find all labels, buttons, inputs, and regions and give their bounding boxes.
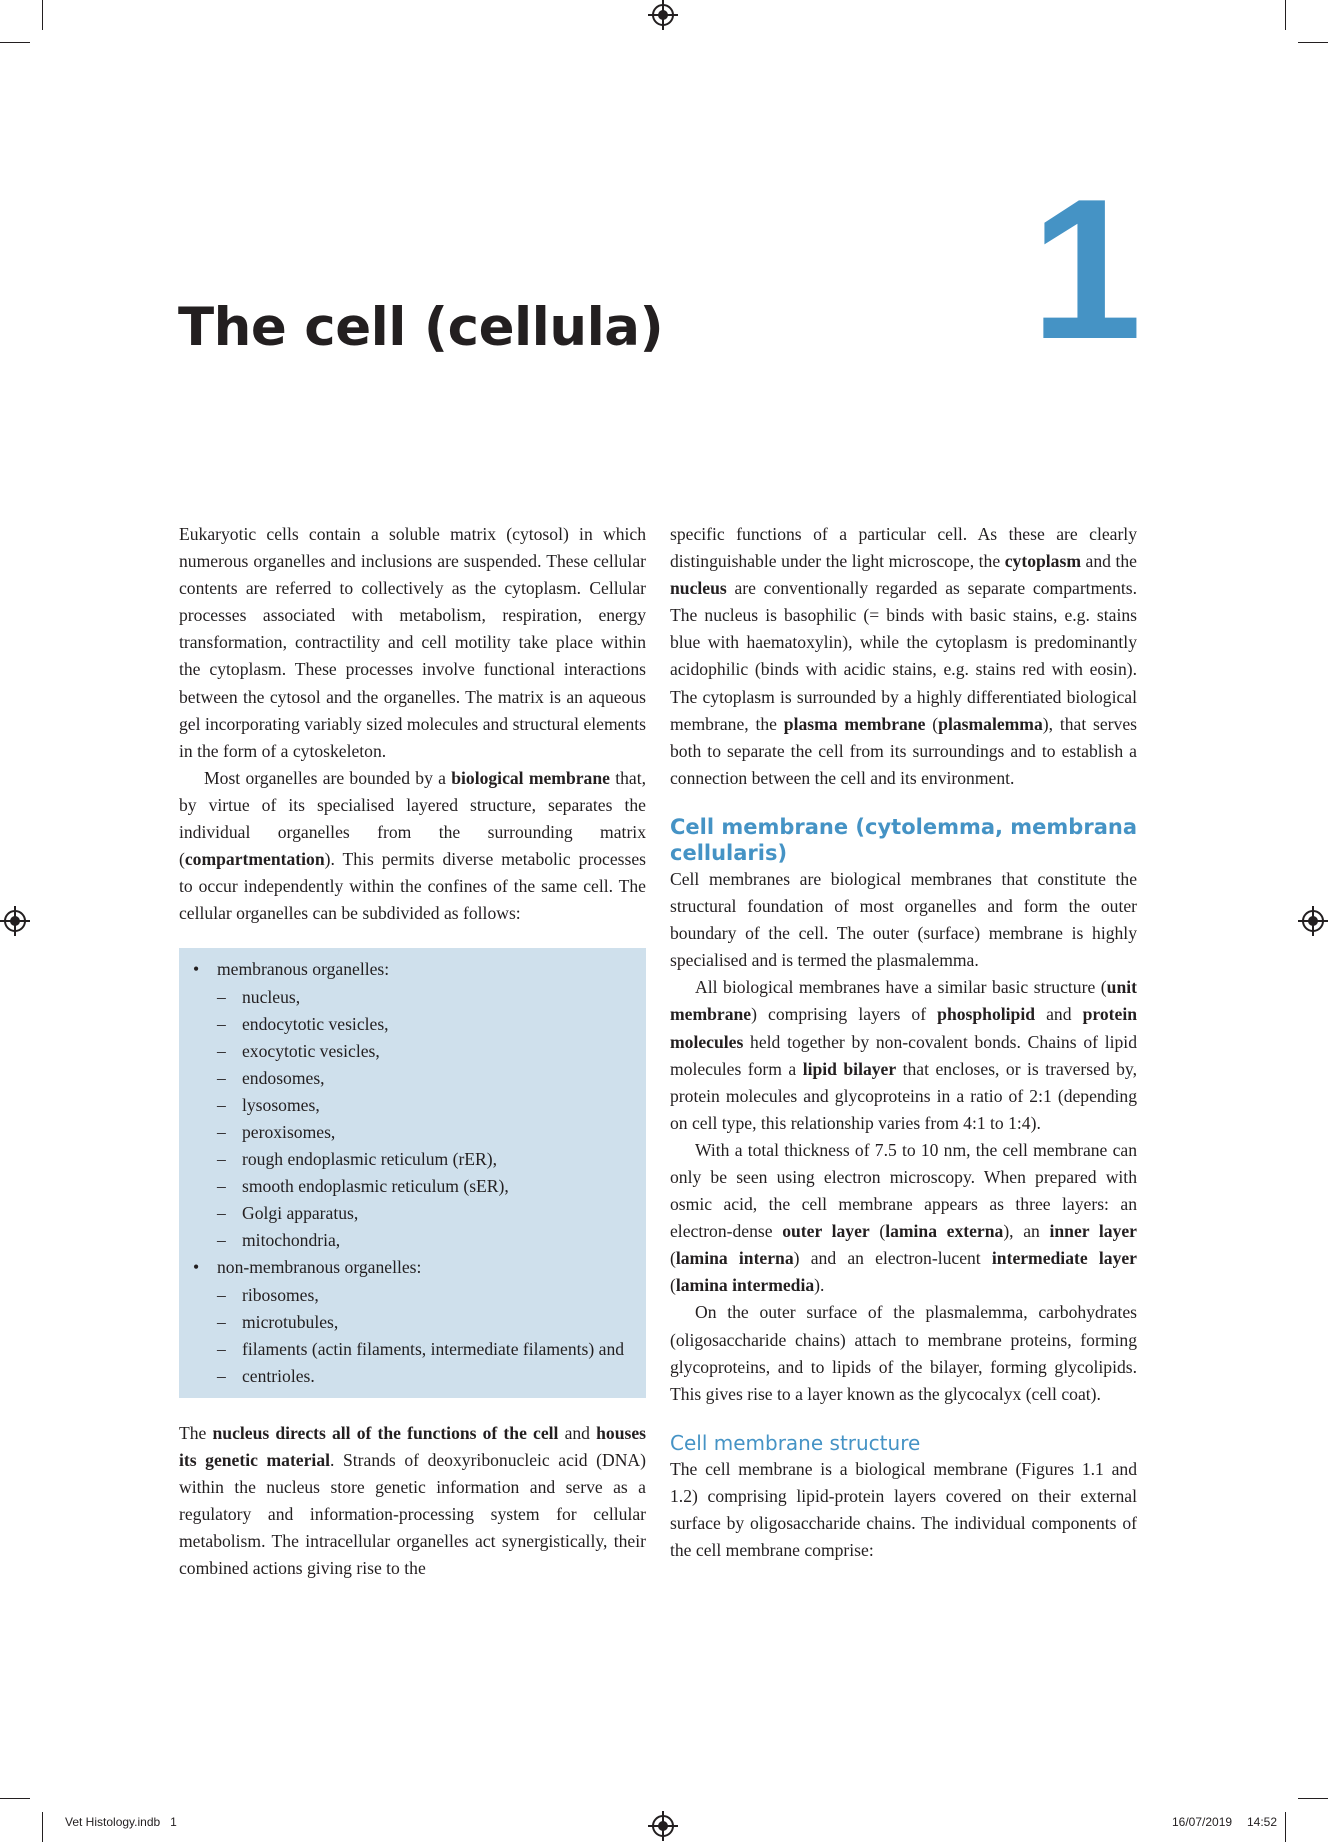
organelle-list	[193, 956, 634, 1390]
bold-term: plasmalemma	[938, 713, 1043, 734]
bold-term: cytoplasm	[1004, 551, 1081, 572]
dash-icon: –	[217, 1149, 226, 1170]
paragraph: All biological membranes have a similar basic structure (unit membrane) comprising layers of phospholipid and protein molecules held together by non-covalent bonds. Chains of lipid molecules form a lipid bilayer that encloses, or is traversed by, protein molecules and glycoproteins in a ratio of 2:1 (depending on cell type, this relationship varies from 4:1 to 1:4).	[670, 977, 1138, 1133]
list-item-label: smooth endoplasmic reticulum (sER),	[242, 1176, 509, 1197]
footer-date: 16/07/2019	[1172, 1815, 1233, 1829]
list-item-label: nucleus,	[242, 986, 301, 1007]
list-item-label: ribosomes,	[242, 1284, 319, 1305]
dash-icon: –	[217, 1311, 226, 1332]
list-item	[193, 1336, 634, 1363]
list-item	[193, 1065, 634, 1092]
bold-term: lamina externa	[885, 1221, 1004, 1242]
bold-term: nucleus directs all of the functions of the cell	[212, 1422, 559, 1443]
list-item-label: microtubules,	[242, 1311, 339, 1332]
list-item	[193, 1011, 634, 1038]
dash-icon: –	[217, 1338, 226, 1359]
list-item-label: exocytotic vesicles,	[242, 1040, 380, 1061]
list-item-label: endocytotic vesicles,	[242, 1013, 389, 1034]
bold-term: plasma membrane	[783, 713, 926, 734]
list-item	[193, 1363, 634, 1390]
list-group	[193, 1254, 634, 1389]
paragraph: The nucleus directs all of the functions of the cell and houses its genetic material. Strands of deoxyribonucleic acid (DNA) within the nucleus store genetic information and serve as a regulatory and information-processing system for cellular metabolism. The intracellular organelles act synergistically, their combined actions giving rise to the	[179, 1422, 646, 1579]
bold-term: biological membrane	[451, 767, 610, 788]
dash-icon: –	[217, 1040, 226, 1061]
subsection-heading: Cell membrane structure	[670, 1430, 921, 1455]
dash-icon: –	[217, 1094, 226, 1115]
bold-term: phospholipid	[937, 1004, 1035, 1025]
list-group-label: membranous organelles:	[217, 959, 390, 980]
dash-icon: –	[217, 1284, 226, 1305]
chapter-number: 1	[1030, 158, 1142, 381]
dash-icon: –	[217, 1365, 226, 1386]
crop-mark	[1298, 1798, 1328, 1799]
bullet-icon: •	[193, 1257, 200, 1278]
registration-mark-icon	[1302, 910, 1324, 932]
list-item-label: lysosomes,	[242, 1094, 320, 1115]
right-column	[670, 521, 1137, 1564]
bullet-icon: •	[193, 959, 200, 980]
list-group-label: non-membranous organelles:	[217, 1257, 422, 1278]
section-heading: Cell membrane (cytolemma, membrana cellularis)	[670, 814, 1137, 865]
bold-term: unit membrane	[670, 977, 1137, 1025]
bold-term: protein molecules	[670, 1004, 1138, 1052]
dash-icon: –	[217, 1067, 226, 1088]
organelle-list-box	[179, 948, 646, 1398]
list-item	[193, 1119, 634, 1146]
crop-mark	[42, 1812, 43, 1842]
list-item	[193, 1092, 634, 1119]
list-item	[193, 1200, 634, 1227]
dash-icon: –	[217, 1203, 226, 1224]
bold-term: lipid bilayer	[802, 1058, 897, 1079]
paragraph: Cell membranes are biological membranes that constitute the structural foundation of most organelles and form the outer boundary of the cell. The outer (surface) membrane is highly specialised and is termed the plasmalemma.	[670, 868, 1137, 971]
left-column	[179, 521, 646, 1582]
list-item	[193, 1282, 634, 1309]
list-item	[193, 1173, 634, 1200]
paragraph: Most organelles are bounded by a biological membrane that, by virtue of its specialised layered structure, separates the individual organelles from the surrounding matrix (compartmentation). This permits diverse metabolic processes to occur independently within the confines of the same cell. The cellular organelles can be subdivided as follows:	[179, 767, 646, 924]
list-item	[193, 1227, 634, 1254]
bold-term: nucleus	[670, 578, 727, 599]
list-item-label: centrioles.	[242, 1365, 315, 1386]
registration-mark-icon	[652, 1815, 674, 1837]
dash-icon: –	[217, 1121, 226, 1142]
crop-mark	[42, 0, 43, 30]
chapter-title: The cell (cellula)	[178, 297, 664, 358]
list-item-label: peroxisomes,	[242, 1121, 336, 1142]
paragraph: specific functions of a particular cell. As these are clearly distinguishable under the light microscope, the cytoplasm and the nucleus are conventionally regarded as separate compartments. The nucleus is basophilic (= binds with basic stains, e.g. stains blue with haematoxylin), while the cytoplasm is predominantly acidophilic (binds with acidic stains, e.g. stains red with eosin). The cytoplasm is surrounded by a highly differentiated biological membrane, the plasma membrane (plasmalemma), that serves both to separate the cell from its surroundings and to establish a connection between the cell and its environment.	[670, 524, 1137, 788]
paragraph: Eukaryotic cells contain a soluble matrix (cytosol) in which numerous organelles and inclusions are suspended. These cellular contents are referred to collectively as the cytoplasm. Cellular processes associated with metabolism, respiration, energy transformation, contractility and cell motility take place within the cytoplasm. These processes involve functional interactions between the cytosol and the organelles. The matrix is an aqueous gel incorporating variably sized molecules and structural elements in the form of a cytoskeleton.	[179, 524, 646, 761]
paragraph: On the outer surface of the plasmalemma, carbohydrates (oligosaccharide chains) attach to membrane proteins, forming glycoproteins, and to lipids of the bilayer, forming glycolipids. This gives rise to a layer known as the glycocalyx (cell coat).	[670, 1302, 1137, 1404]
crop-mark	[1285, 1812, 1286, 1842]
bold-term: houses its genetic material	[179, 1422, 646, 1470]
registration-mark-icon	[652, 4, 674, 26]
list-item-label: filaments (actin filaments, intermediate filaments) and	[242, 1338, 625, 1359]
list-item	[193, 1038, 634, 1065]
bold-term: compartmentation	[184, 849, 325, 870]
list-item-label: Golgi apparatus,	[242, 1203, 359, 1224]
bold-term: lamina intermedia	[675, 1275, 815, 1296]
bold-term: lamina interna	[675, 1248, 794, 1269]
list-item	[193, 984, 634, 1011]
bold-term: outer layer	[782, 1221, 870, 1242]
crop-mark	[1285, 0, 1286, 30]
bold-term: intermediate layer	[991, 1248, 1137, 1269]
list-item-label: endosomes,	[242, 1067, 325, 1088]
bold-term: inner layer	[1049, 1221, 1137, 1242]
paragraph: The cell membrane is a biological membrane (Figures 1.1 and 1.2) comprising lipid-protein layers covered on their external surface by oligosaccharide chains. The individual components of the cell membrane comprise:	[670, 1458, 1137, 1561]
list-item-label: mitochondria,	[242, 1230, 341, 1251]
list-item	[193, 1146, 634, 1173]
list-item	[193, 1309, 634, 1336]
list-item-label: rough endoplasmic reticulum (rER),	[242, 1149, 498, 1170]
registration-mark-icon	[4, 910, 26, 932]
crop-mark	[0, 1798, 30, 1799]
dash-icon: –	[217, 1176, 226, 1197]
dash-icon: –	[217, 1230, 226, 1251]
crop-mark	[1298, 42, 1328, 43]
crop-mark	[0, 42, 30, 43]
paragraph: With a total thickness of 7.5 to 10 nm, the cell membrane can only be seen using electron microscopy. When prepared with osmic acid, the cell membrane appears as three layers: an electron-dense outer layer (lamina externa), an inner layer (lamina interna) and an electron-lucent intermediate layer (lamina intermedia).	[670, 1139, 1137, 1296]
list-group	[193, 956, 634, 1254]
footer-time: 14:52	[1247, 1815, 1278, 1829]
dash-icon: –	[217, 986, 226, 1007]
footer-file-name: Vet Histology.indb 1	[65, 1815, 177, 1829]
dash-icon: –	[217, 1013, 226, 1034]
